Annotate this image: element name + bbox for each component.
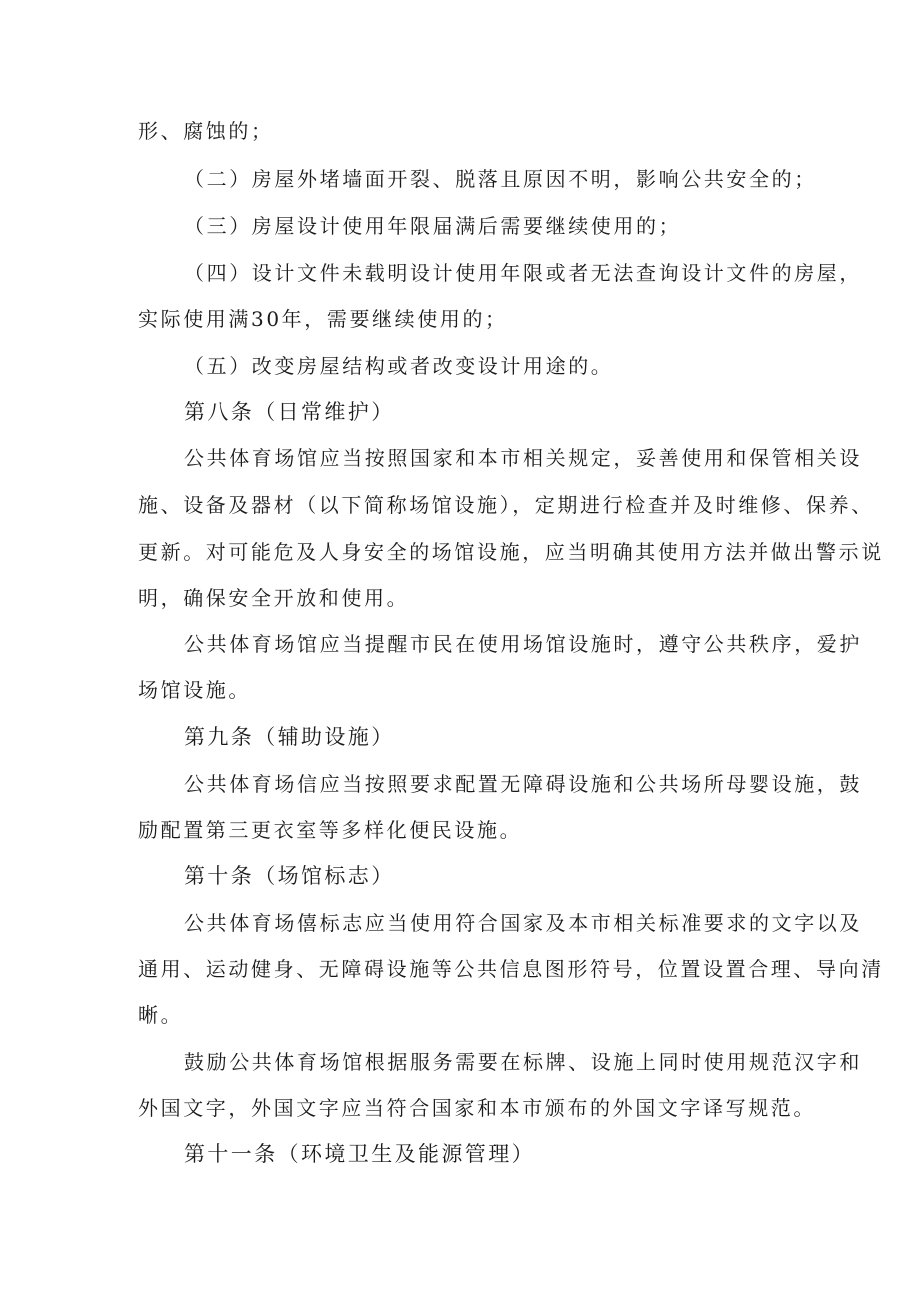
text-line: 场馆设施。 xyxy=(138,678,251,702)
text-line: 晰。 xyxy=(138,1003,184,1027)
list-item-3: （三）房屋设计使用年限届满后需要继续使用的； xyxy=(184,214,682,238)
list-item-5: （五）改变房屋结构或者改变设计用途的。 xyxy=(184,354,614,378)
list-item-2: （二）房屋外堵墙面开裂、脱落且原因不明，影响公共安全的； xyxy=(184,167,817,191)
text-line: 实际使用满30年，需要继续使用的； xyxy=(138,307,508,331)
text-line: 通用、运动健身、无障碍设施等公共信息图形符号，位置设置合理、导向清 xyxy=(138,957,884,981)
text-line: 公共体育场馆应当提醒市民在使用场馆设施时，遵守公共秩序，爱护 xyxy=(184,632,862,656)
text-line: 公共体育场僖标志应当使用符合国家及本市相关标准要求的文字以及 xyxy=(184,911,862,935)
text-line: 鼓励公共体育场馆根据服务需要在标牌、设施上同时使用规范汉字和 xyxy=(184,1050,862,1074)
text-line: 施、设备及器材（以下简称场馆设施），定期进行检查并及时维修、保养、 xyxy=(138,493,874,517)
text-line: 形、腐蚀的； xyxy=(138,119,274,143)
text-line: 更新。对可能危及人身安全的场馆设施，应当明确其使用方法并做出警示说 xyxy=(138,540,884,564)
text-line: 励配置第三更衣室等多样化便民设施。 xyxy=(138,818,523,842)
article-10-heading: 第十条（场馆标志） xyxy=(184,864,395,888)
article-11-heading: 第十一条（环境卫生及能源管理） xyxy=(184,1142,535,1166)
article-9-heading: 第九条（辅助设施） xyxy=(184,725,395,749)
text-line: 公共体育场馆应当按照国家和本市相关规定，妥善使用和保管相关设 xyxy=(184,446,862,470)
text-line: 外国文字，外国文字应当符合国家和本市颁布的外国文字译写规范。 xyxy=(138,1096,816,1120)
article-8-heading: 第八条（日常维护） xyxy=(184,400,395,424)
text-line: 明，确保安全开放和使用。 xyxy=(138,586,410,610)
list-item-4: （四）设计文件未载明设计使用年限或者无法查询设计文件的房屋， xyxy=(184,261,862,285)
text-line: 公共体育场信应当按照要求配置无障碍设施和公共场所母婴设施，鼓 xyxy=(184,772,862,796)
